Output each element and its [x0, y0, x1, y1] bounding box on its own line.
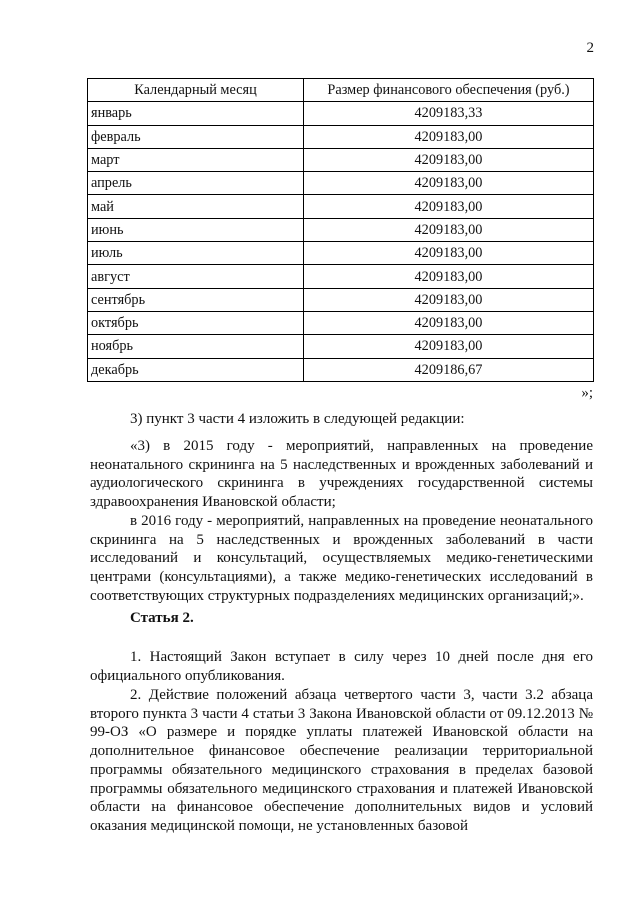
month-cell: июнь: [88, 218, 304, 241]
amount-cell: 4209186,67: [304, 358, 594, 381]
amount-cell: 4209183,00: [304, 172, 594, 195]
month-cell: сентябрь: [88, 288, 304, 311]
month-cell: ноябрь: [88, 335, 304, 358]
table-row: [88, 358, 594, 381]
financing-table: [87, 78, 594, 382]
table-row: [88, 125, 594, 148]
month-cell: декабрь: [88, 358, 304, 381]
column-header-month: Календарный месяц: [88, 79, 304, 102]
amount-cell: 4209183,00: [304, 242, 594, 265]
table-row: [88, 265, 594, 288]
amount-cell: 4209183,00: [304, 288, 594, 311]
table-row: [88, 102, 594, 125]
table-row: [88, 148, 594, 171]
table-row: [88, 172, 594, 195]
month-cell: февраль: [88, 125, 304, 148]
table-row: [88, 335, 594, 358]
amount-cell: 4209183,00: [304, 335, 594, 358]
month-cell: август: [88, 265, 304, 288]
closing-quote: »;: [581, 385, 593, 401]
table-row: [88, 242, 594, 265]
table-row: [88, 311, 594, 334]
column-header-amount: Размер финансового обеспечения (руб.): [304, 79, 594, 102]
table-header-row: [88, 79, 594, 102]
month-cell: март: [88, 148, 304, 171]
paragraph-item3-intro: 3) пункт 3 части 4 изложить в следующей редакции:: [130, 411, 465, 427]
amount-cell: 4209183,00: [304, 265, 594, 288]
month-cell: май: [88, 195, 304, 218]
table-row: [88, 195, 594, 218]
table-row: [88, 288, 594, 311]
paragraph-item3-2015: «3) в 2015 году - мероприятий, направленных на проведение неонатального скрининга на 5 наследственных и врожденных заболеваний и аудиологического скрининга в учреждениях государственной системы здравоохранения Ивановской области;: [90, 438, 593, 511]
amount-cell: 4209183,00: [304, 218, 594, 241]
amount-cell: 4209183,33: [304, 102, 594, 125]
amount-cell: 4209183,00: [304, 148, 594, 171]
table-row: [88, 218, 594, 241]
page-number: 2: [586, 40, 594, 56]
article-heading: Статья 2.: [130, 610, 194, 626]
amount-cell: 4209183,00: [304, 311, 594, 334]
month-cell: октябрь: [88, 311, 304, 334]
amount-cell: 4209183,00: [304, 125, 594, 148]
paragraph-item3-2016: в 2016 году - мероприятий, направленных на проведение неонатального скрининга на 5 наследственных и врожденных заболеваний в части исследований и консультаций, осуществляемых медико-генетическими центрами (консультациями), а также медико-генетических исследований в соответствующих структурных подразделениях медицинских организаций;».: [90, 513, 593, 604]
paragraph-article2-1: 1. Настоящий Закон вступает в силу через 10 дней после дня его официального опубликования.: [90, 649, 593, 684]
month-cell: январь: [88, 102, 304, 125]
month-cell: апрель: [88, 172, 304, 195]
amount-cell: 4209183,00: [304, 195, 594, 218]
month-cell: июль: [88, 242, 304, 265]
paragraph-article2-2: 2. Действие положений абзаца четвертого части 3, части 3.2 абзаца второго пункта 3 части 4 статьи 3 Закона Ивановской области от 09.12.2013 № 99-ОЗ «О размере и порядке уплаты платежей Ивановской области на дополнительное финансовое обеспечение реализации территориальной программы обязательного медицинского страхования в пределах базовой программы обязательного медицинского страхования и платежей Ивановской области на финансовое обеспечение дополнительных видов и условий оказания медицинской помощи, не установленных базовой: [90, 687, 593, 834]
